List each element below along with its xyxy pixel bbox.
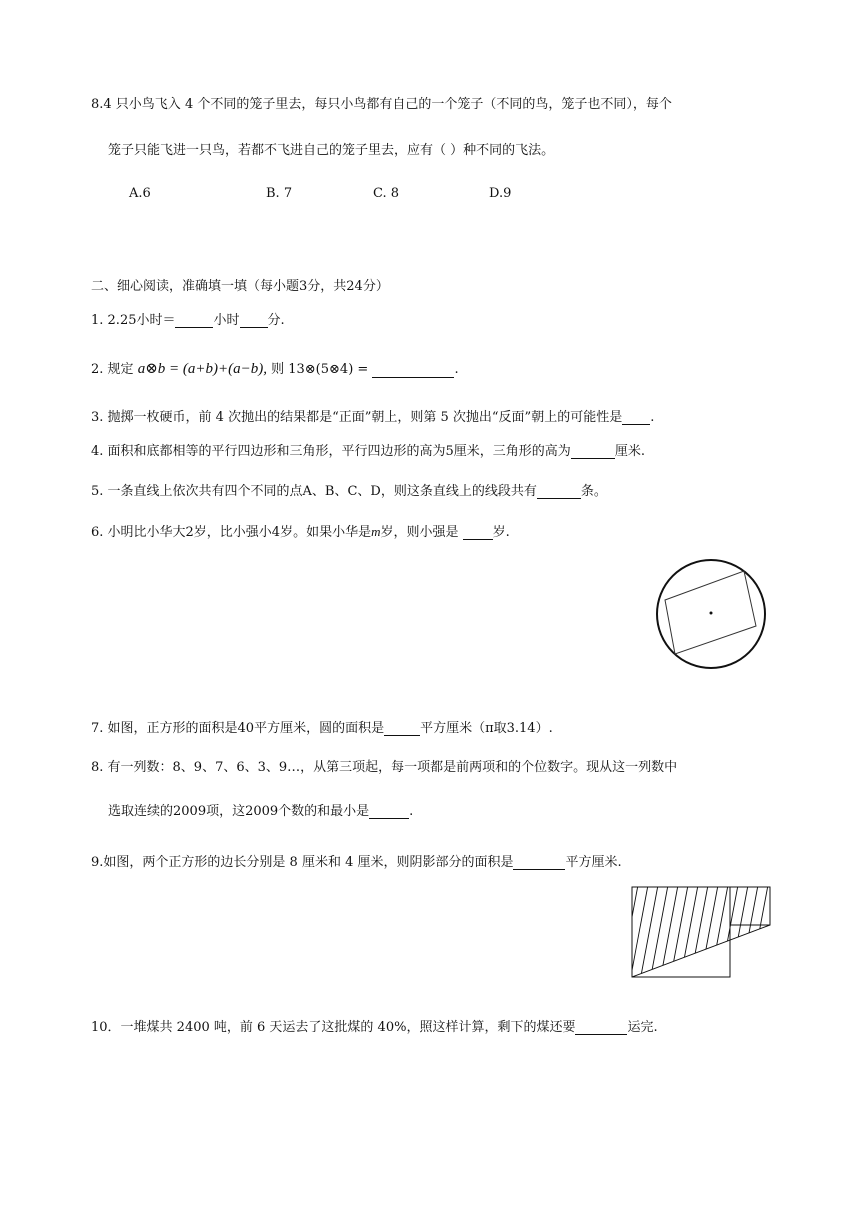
question-1-text-b: 小时 [213,313,240,328]
question-1 [91,309,285,328]
question-5-text-a: 5. 一条直线上依次共有四个不同的点A、B、C、D，则这条直线上的线段共有 [91,484,537,499]
answer-blank-6[interactable] [463,525,493,540]
question-6-text-c: 岁. [492,525,510,540]
question-6-text-b: 岁，则小强是 [380,525,463,540]
question-2-text-c: . [454,362,459,377]
question-7 [91,717,553,736]
answer-blank-5[interactable] [537,484,581,499]
answer-blank-7[interactable] [384,721,420,736]
question-4-text-a: 4. 面积和底都相等的平行四边形和三角形，平行四边形的高为5厘米，三角形的高为 [91,444,571,459]
question-10 [91,1016,658,1035]
question-8-text-c: . [409,804,414,819]
question-2 [91,358,459,378]
mc-question-8-line1: 8.4 只小鸟飞入 4 个不同的笼子里去，每只小鸟都有自己的一个笼子（不同的鸟，笼子也不同），每个 [91,97,672,112]
question-1-text-c: 分. [267,313,285,328]
shaded-region-hatch [620,885,778,981]
option-a: A.6 [129,186,151,201]
answer-blank-2[interactable] [372,363,454,378]
question-6-variable: m [371,524,381,539]
question-7-text-c: 平方厘米（π取3.14）. [420,721,553,736]
question-9-text-a: 9.如图，两个正方形的边长分别是 8 厘米和 4 厘米，则阴影部分的面积是 [91,855,514,870]
option-b: B. 7 [266,186,293,201]
question-3-text-a: 3. 抛掷一枚硬币，前 4 次抛出的结果都是“正面”朝上，则第 5 次抛出“反面”朝上的可能性是 [91,410,623,425]
question-8-text-a: 选取连续的2009项，这2009个数的和最小是 [108,804,370,819]
question-6 [91,521,510,540]
answer-blank-4[interactable] [571,444,615,459]
question-3-text-c: . [650,410,655,425]
question-3 [91,406,654,425]
question-4-text-c: 厘米. [614,444,645,459]
question-8-line1: 8. 有一列数：8、9、7、6、3、9…，从第三项起，每一项都是前两项和的个位数字。现从这一列数中 [91,760,678,775]
question-2-text-b: 则 13⊗(5⊗4) = [266,362,369,377]
answer-blank-8[interactable] [369,804,409,819]
question-2-formula: a⊗b = (a+b)+(a−b), [137,361,267,377]
option-c: C. 8 [373,186,400,201]
answer-blank-9[interactable] [513,855,565,870]
question-9-text-c: 平方厘米. [565,855,622,870]
option-d: D.9 [489,186,512,201]
mc-question-8-line2: 笼子只能飞进一只鸟，若都不飞进自己的笼子里去，应有（ ）种不同的飞法。 [108,143,555,158]
answer-blank-1a[interactable] [175,313,213,328]
question-10-text-a: 10．一堆煤共 2400 吨，前 6 天运去了这批煤的 40%，照这样计算，剩下的煤还要 [91,1020,576,1035]
question-4 [91,440,645,459]
section-title: 二、细心阅读，准确填一填（每小题3分，共24分） [91,279,389,294]
question-6-text-a: 6. 小明比小华大2岁，比小强小4岁。如果小华是 [91,525,372,540]
question-8-line2 [108,800,413,819]
question-5 [91,480,607,499]
question-9 [91,851,622,870]
answer-blank-1b[interactable] [240,313,268,328]
question-5-text-c: 条。 [580,484,607,499]
question-2-text-a: 2. 规定 [91,362,134,377]
answer-blank-10[interactable] [575,1020,627,1035]
answer-blank-3[interactable] [622,410,650,425]
question-10-text-c: 运完. [627,1020,658,1035]
circle-square-figure [655,558,767,670]
question-7-text-a: 7. 如图，正方形的面积是40平方厘米，圆的面积是 [91,721,385,736]
question-1-text-a: 1. 2.25小时＝ [91,313,176,328]
two-squares-figure [630,885,775,981]
